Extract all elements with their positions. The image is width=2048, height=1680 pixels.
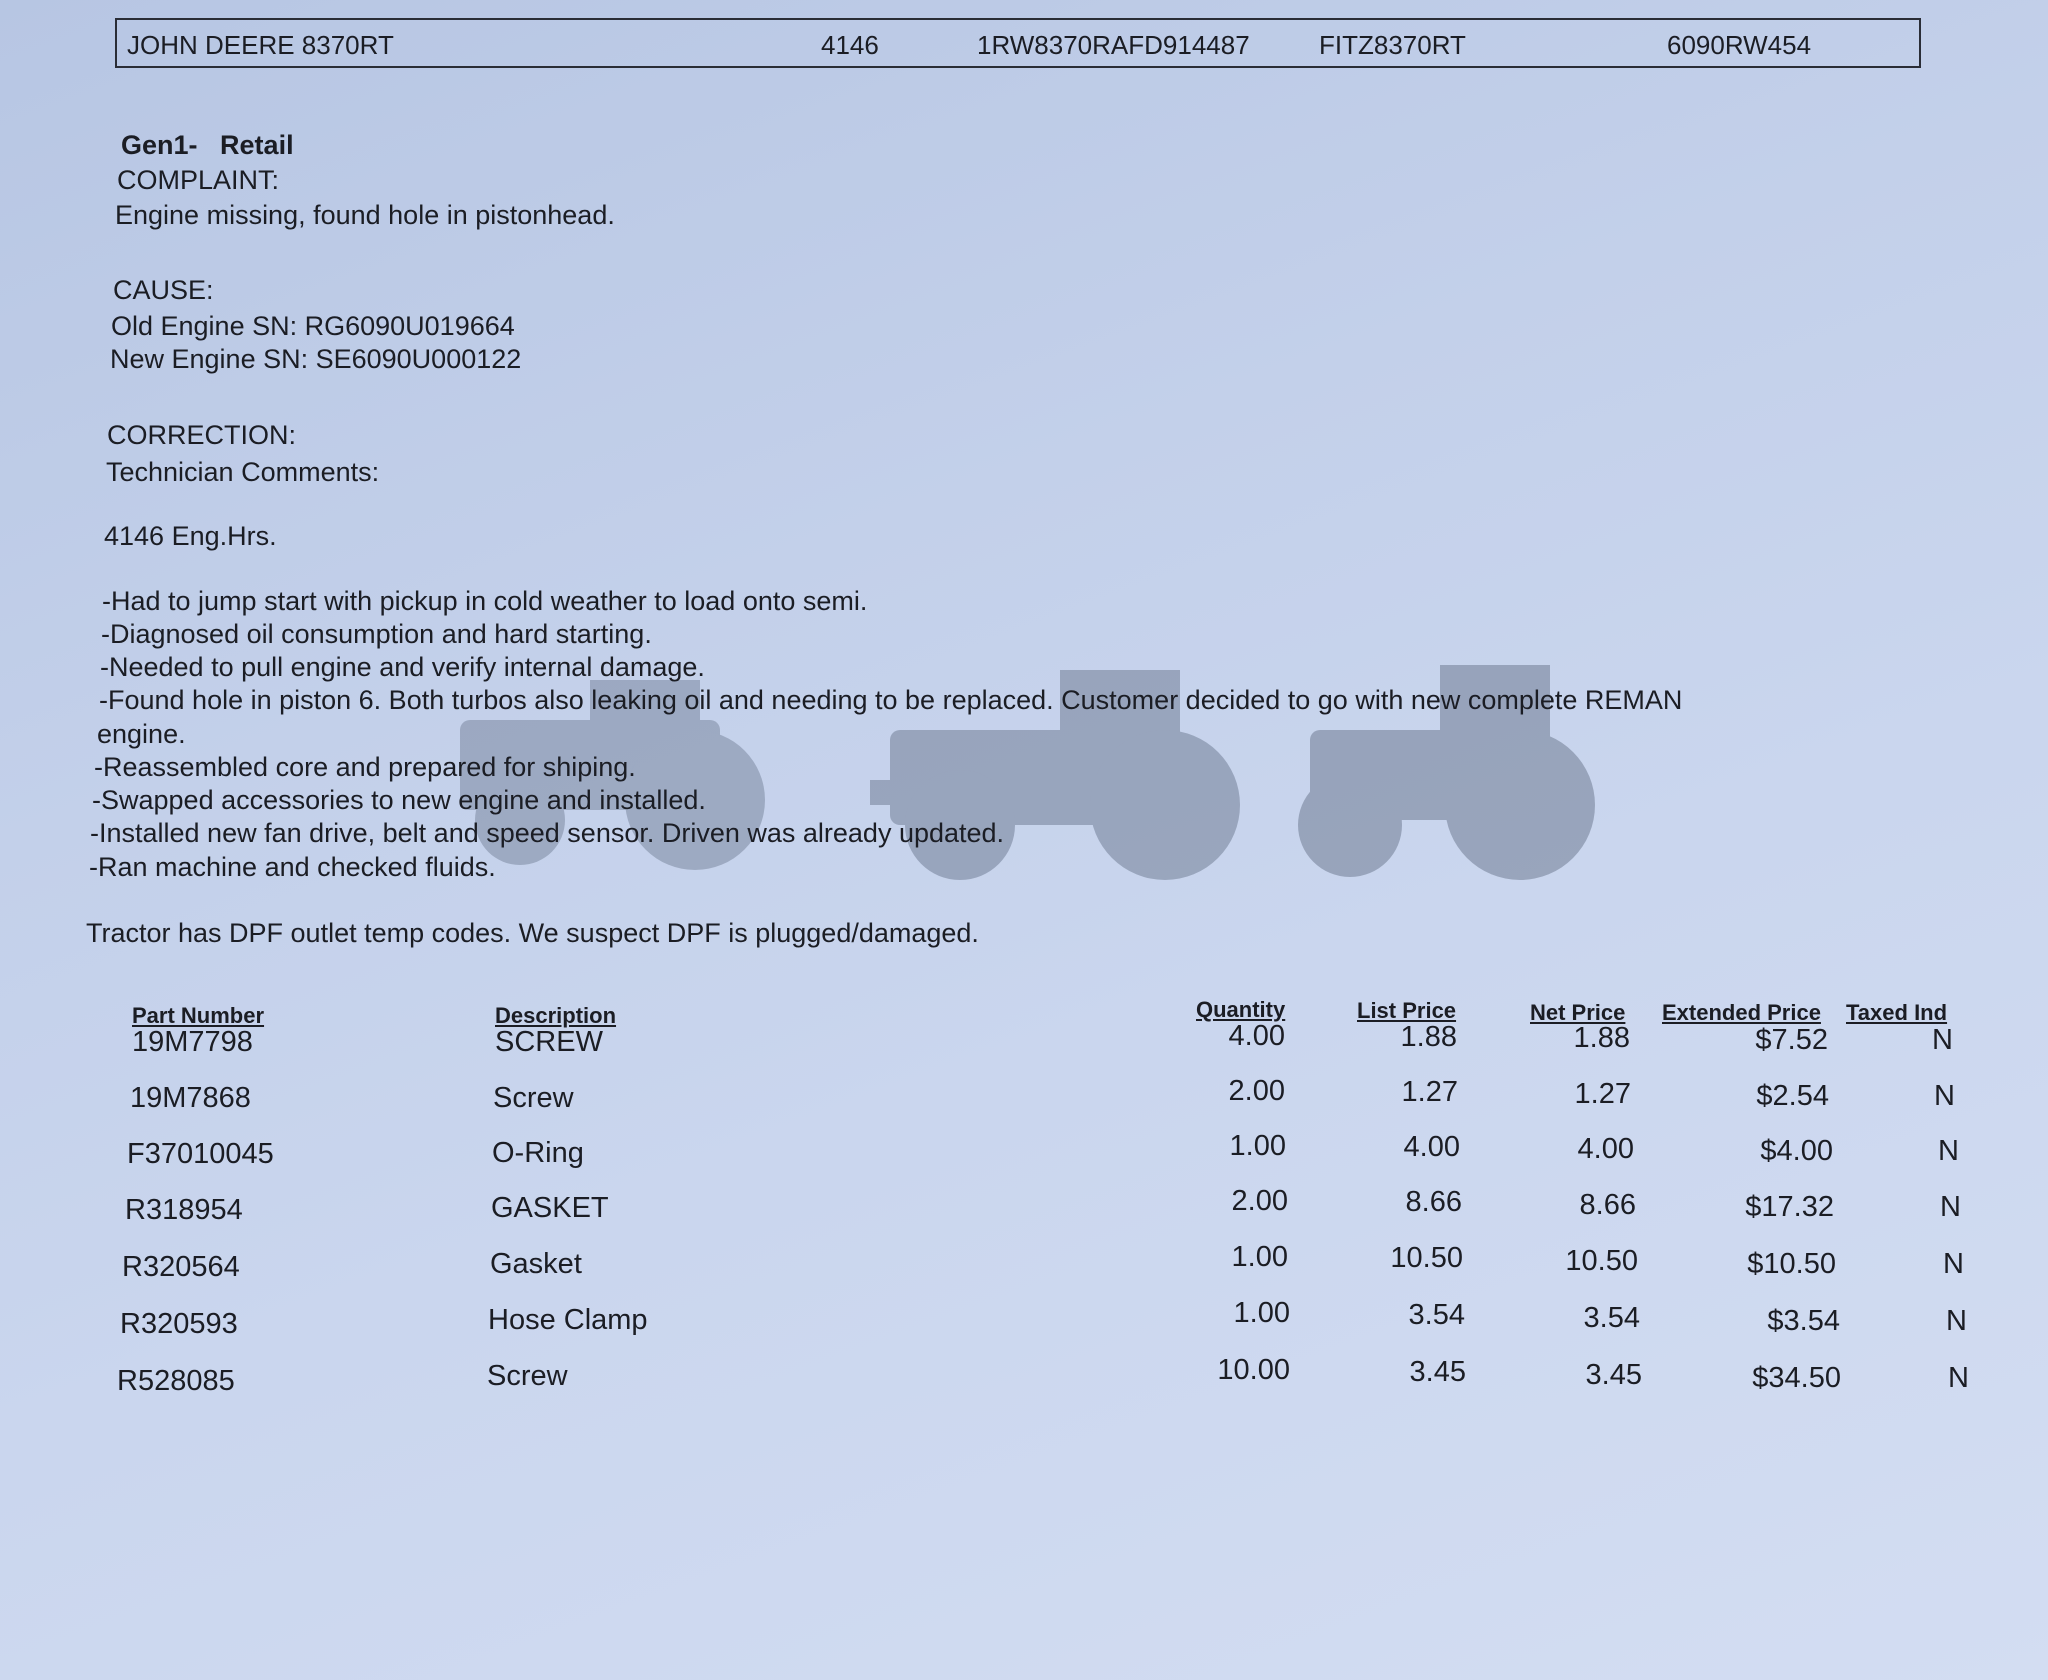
meter-value: 4146 [821,30,879,60]
job-gen-label: Gen1- [121,130,198,160]
technician-comments-label: Technician Comments: [106,457,380,487]
header-quantity: Quantity [1196,997,1286,1022]
comment-line: engine. [97,719,186,749]
net-price-cell: 8.66 [1579,1189,1636,1221]
job-type-label: Retail [220,130,294,160]
part-number-cell: 19M7798 [132,1026,253,1058]
net-price-cell: 10.50 [1565,1245,1638,1277]
description-cell: GASKET [491,1192,609,1224]
make-model-value: JOHN DEERE 8370RT [127,30,394,60]
list-price-cell: 3.54 [1408,1299,1465,1331]
part-number-cell: R318954 [125,1194,243,1226]
comment-line: -Had to jump start with pickup in cold weather to load onto semi. [102,586,868,616]
list-price-cell: 1.27 [1401,1076,1458,1108]
description-cell: Screw [487,1360,568,1392]
net-price-cell: 4.00 [1577,1133,1634,1165]
header-description: Description [495,1003,617,1028]
comment-line: -Reassembled core and prepared for shiping. [94,752,636,782]
taxed-ind-cell: N [1946,1305,1967,1337]
dpf-note: Tractor has DPF outlet temp codes. We suspect DPF is plugged/damaged. [86,918,979,948]
description-cell: Hose Clamp [488,1304,648,1336]
header-extended-price: Extended Price [1662,1000,1821,1025]
taxed-ind-cell: N [1938,1135,1959,1167]
description-cell: O-Ring [492,1137,584,1169]
serial-number-value: 1RW8370RAFD914487 [977,30,1250,60]
header-net-price: Net Price [1530,1000,1626,1025]
net-price-cell: 1.88 [1573,1022,1630,1054]
equipment-info-box [115,18,1921,68]
comment-line: -Found hole in piston 6. Both turbos also leaking oil and needing to be replaced. Customer decided to go with new complete REMAN [99,685,1683,715]
quantity-cell: 2.00 [1228,1075,1285,1107]
list-price-cell: 10.50 [1390,1242,1463,1274]
cause-label: CAUSE: [113,275,214,305]
header-taxed-ind: Taxed Ind [1846,1000,1948,1025]
quantity-cell: 4.00 [1228,1020,1285,1052]
comment-line: -Installed new fan drive, belt and speed sensor. Driven was already updated. [90,818,1005,848]
part-number-cell: R320564 [122,1251,240,1283]
old-engine-sn: Old Engine SN: RG6090U019664 [111,311,515,341]
list-price-cell: 1.88 [1400,1021,1457,1053]
quantity-cell: 2.00 [1231,1185,1288,1217]
net-price-cell: 3.45 [1585,1359,1642,1391]
net-price-cell: 3.54 [1583,1302,1640,1334]
part-number-cell: R528085 [117,1365,235,1397]
list-price-cell: 8.66 [1405,1186,1462,1218]
part-number-cell: 19M7868 [130,1082,251,1114]
list-price-cell: 3.45 [1409,1356,1466,1388]
net-price-cell: 1.27 [1574,1078,1631,1110]
new-engine-sn: New Engine SN: SE6090U000122 [110,344,522,374]
extended-price-cell: $17.32 [1745,1191,1834,1223]
taxed-ind-cell: N [1932,1024,1953,1056]
extended-price-cell: $34.50 [1752,1362,1841,1394]
header-list-price: List Price [1357,998,1457,1023]
comment-line: -Diagnosed oil consumption and hard starting. [101,619,652,649]
complaint-text: Engine missing, found hole in pistonhead. [115,200,615,230]
part-number-cell: R320593 [120,1308,238,1340]
quantity-cell: 1.00 [1233,1297,1290,1329]
comment-line: -Ran machine and checked fluids. [89,852,496,882]
taxed-ind-cell: N [1940,1191,1961,1223]
taxed-ind-cell: N [1943,1248,1964,1280]
quantity-cell: 1.00 [1231,1241,1288,1273]
quantity-cell: 10.00 [1217,1354,1290,1386]
extended-price-cell: $7.52 [1755,1024,1828,1056]
extended-price-cell: $10.50 [1747,1248,1836,1280]
correction-label: CORRECTION: [107,420,296,450]
extended-price-cell: $3.54 [1767,1305,1840,1337]
header-part-number: Part Number [132,1003,265,1028]
extended-price-cell: $2.54 [1756,1080,1829,1112]
eq-id-value: FITZ8370RT [1319,30,1466,60]
job-title [121,130,294,161]
list-price-cell: 4.00 [1403,1131,1460,1163]
complaint-label: COMPLAINT: [117,165,280,195]
extended-price-cell: $4.00 [1760,1135,1833,1167]
comment-line: -Swapped accessories to new engine and installed. [92,785,706,815]
taxed-ind-cell: N [1934,1080,1955,1112]
description-cell: Gasket [490,1248,582,1280]
description-cell: SCREW [495,1026,603,1058]
comment-line: -Needed to pull engine and verify internal damage. [100,652,705,682]
fleet-no-value: 6090RW454 [1667,30,1812,60]
engine-hours: 4146 Eng.Hrs. [104,521,277,551]
part-number-cell: F37010045 [127,1138,274,1170]
taxed-ind-cell: N [1948,1362,1969,1394]
quantity-cell: 1.00 [1229,1130,1286,1162]
description-cell: Screw [493,1082,574,1114]
